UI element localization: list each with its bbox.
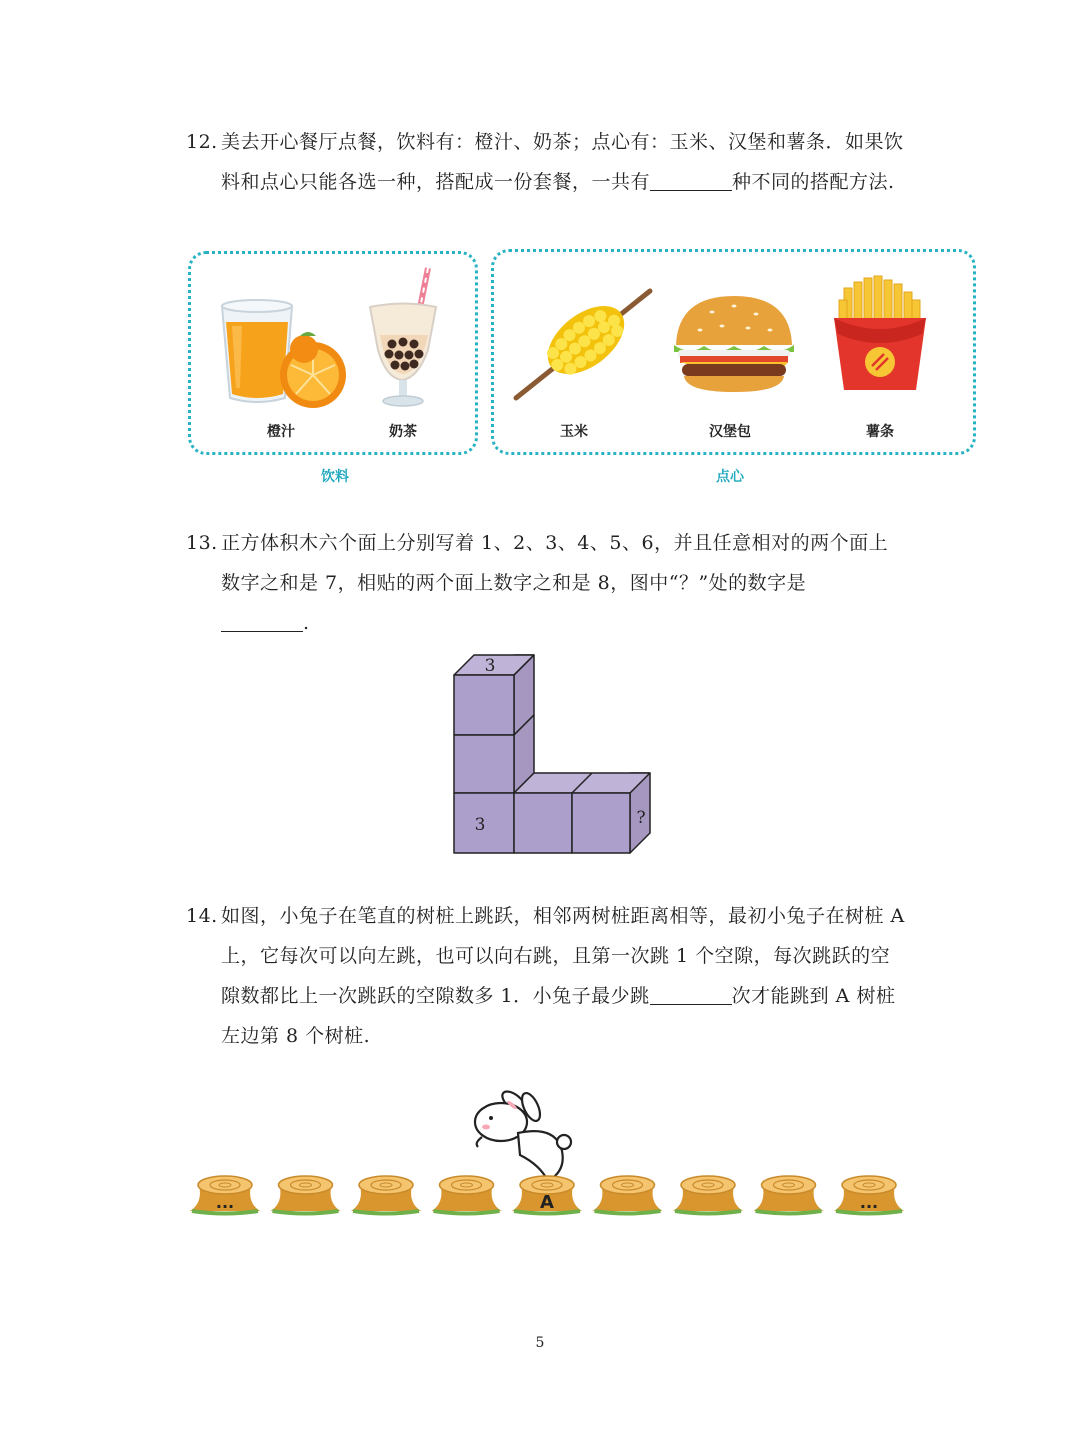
cube-front-number: 3 (474, 815, 486, 835)
stump-ellipsis-label: ... (215, 1193, 235, 1212)
burger-icon (674, 296, 794, 392)
snack-label-fries: 薯条 (866, 424, 894, 440)
question-number: 13. (186, 532, 218, 554)
question-text: 美去开心餐厅点餐，饮料有：橙汁、奶茶；点心有：玉米、汉堡和薯条．如果饮料和点心只能各选一种，搭配成一份套餐，一共有 种不同的搭配方法. (221, 131, 904, 193)
tree-stump (432, 1176, 502, 1214)
drink-label-juice: 橙汁 (267, 424, 295, 440)
stump-a-label: A (540, 1192, 554, 1213)
corn-icon (516, 291, 650, 398)
cube-top-number: 3 (484, 656, 496, 676)
drinks-caption: 饮料 (321, 469, 349, 485)
fries-icon (834, 276, 926, 390)
question-number: 12. (186, 131, 218, 153)
snack-label-corn: 玉米 (560, 424, 588, 440)
answer-blank[interactable] (650, 982, 732, 1005)
tree-stump (673, 1176, 743, 1214)
question-13 (186, 523, 906, 643)
cube-front-face (454, 735, 514, 793)
snacks-caption: 点心 (716, 469, 744, 485)
snack-label-burger: 汉堡包 (709, 424, 751, 440)
tree-stump (271, 1176, 341, 1214)
drink-label-milk-tea: 奶茶 (389, 424, 417, 440)
question-text: 正方体积木六个面上分别写着 1、2、3、4、5、6，并且任意相对的两个面上数字之和是 7，相贴的两个面上数字之和是 8，图中“？”处的数字是 . (221, 532, 889, 634)
question-number: 14. (186, 905, 218, 927)
answer-blank[interactable] (221, 609, 303, 632)
cube-question-mark: ? (636, 808, 646, 828)
page-number: 5 (535, 1335, 545, 1351)
orange-juice-icon (222, 300, 346, 408)
tree-stump (754, 1176, 824, 1214)
tree-stump (593, 1176, 663, 1214)
bubble-tea-icon (370, 268, 436, 406)
cube-front-face (572, 793, 630, 853)
cube-front-face (514, 793, 572, 853)
rabbit-stump-figure (0, 1085, 1080, 1225)
question-14 (186, 896, 906, 1056)
cube-figure (440, 645, 660, 860)
cube-front-face (454, 675, 514, 735)
stump-ellipsis-label: ... (859, 1193, 879, 1212)
tree-stump (351, 1176, 421, 1214)
question-text: 如图，小兔子在笔直的树桩上跳跃，相邻两树桩距离相等，最初小兔子在树桩 A 上，它每次可以向左跳，也可以向右跳，且第一次跳 1 个空隙，每次跳跃的空隙数都比上一次跳跃的空隙数多 1．小兔子最少跳 次才能跳到 A 树桩左边第 8 个树桩. (221, 905, 905, 1047)
